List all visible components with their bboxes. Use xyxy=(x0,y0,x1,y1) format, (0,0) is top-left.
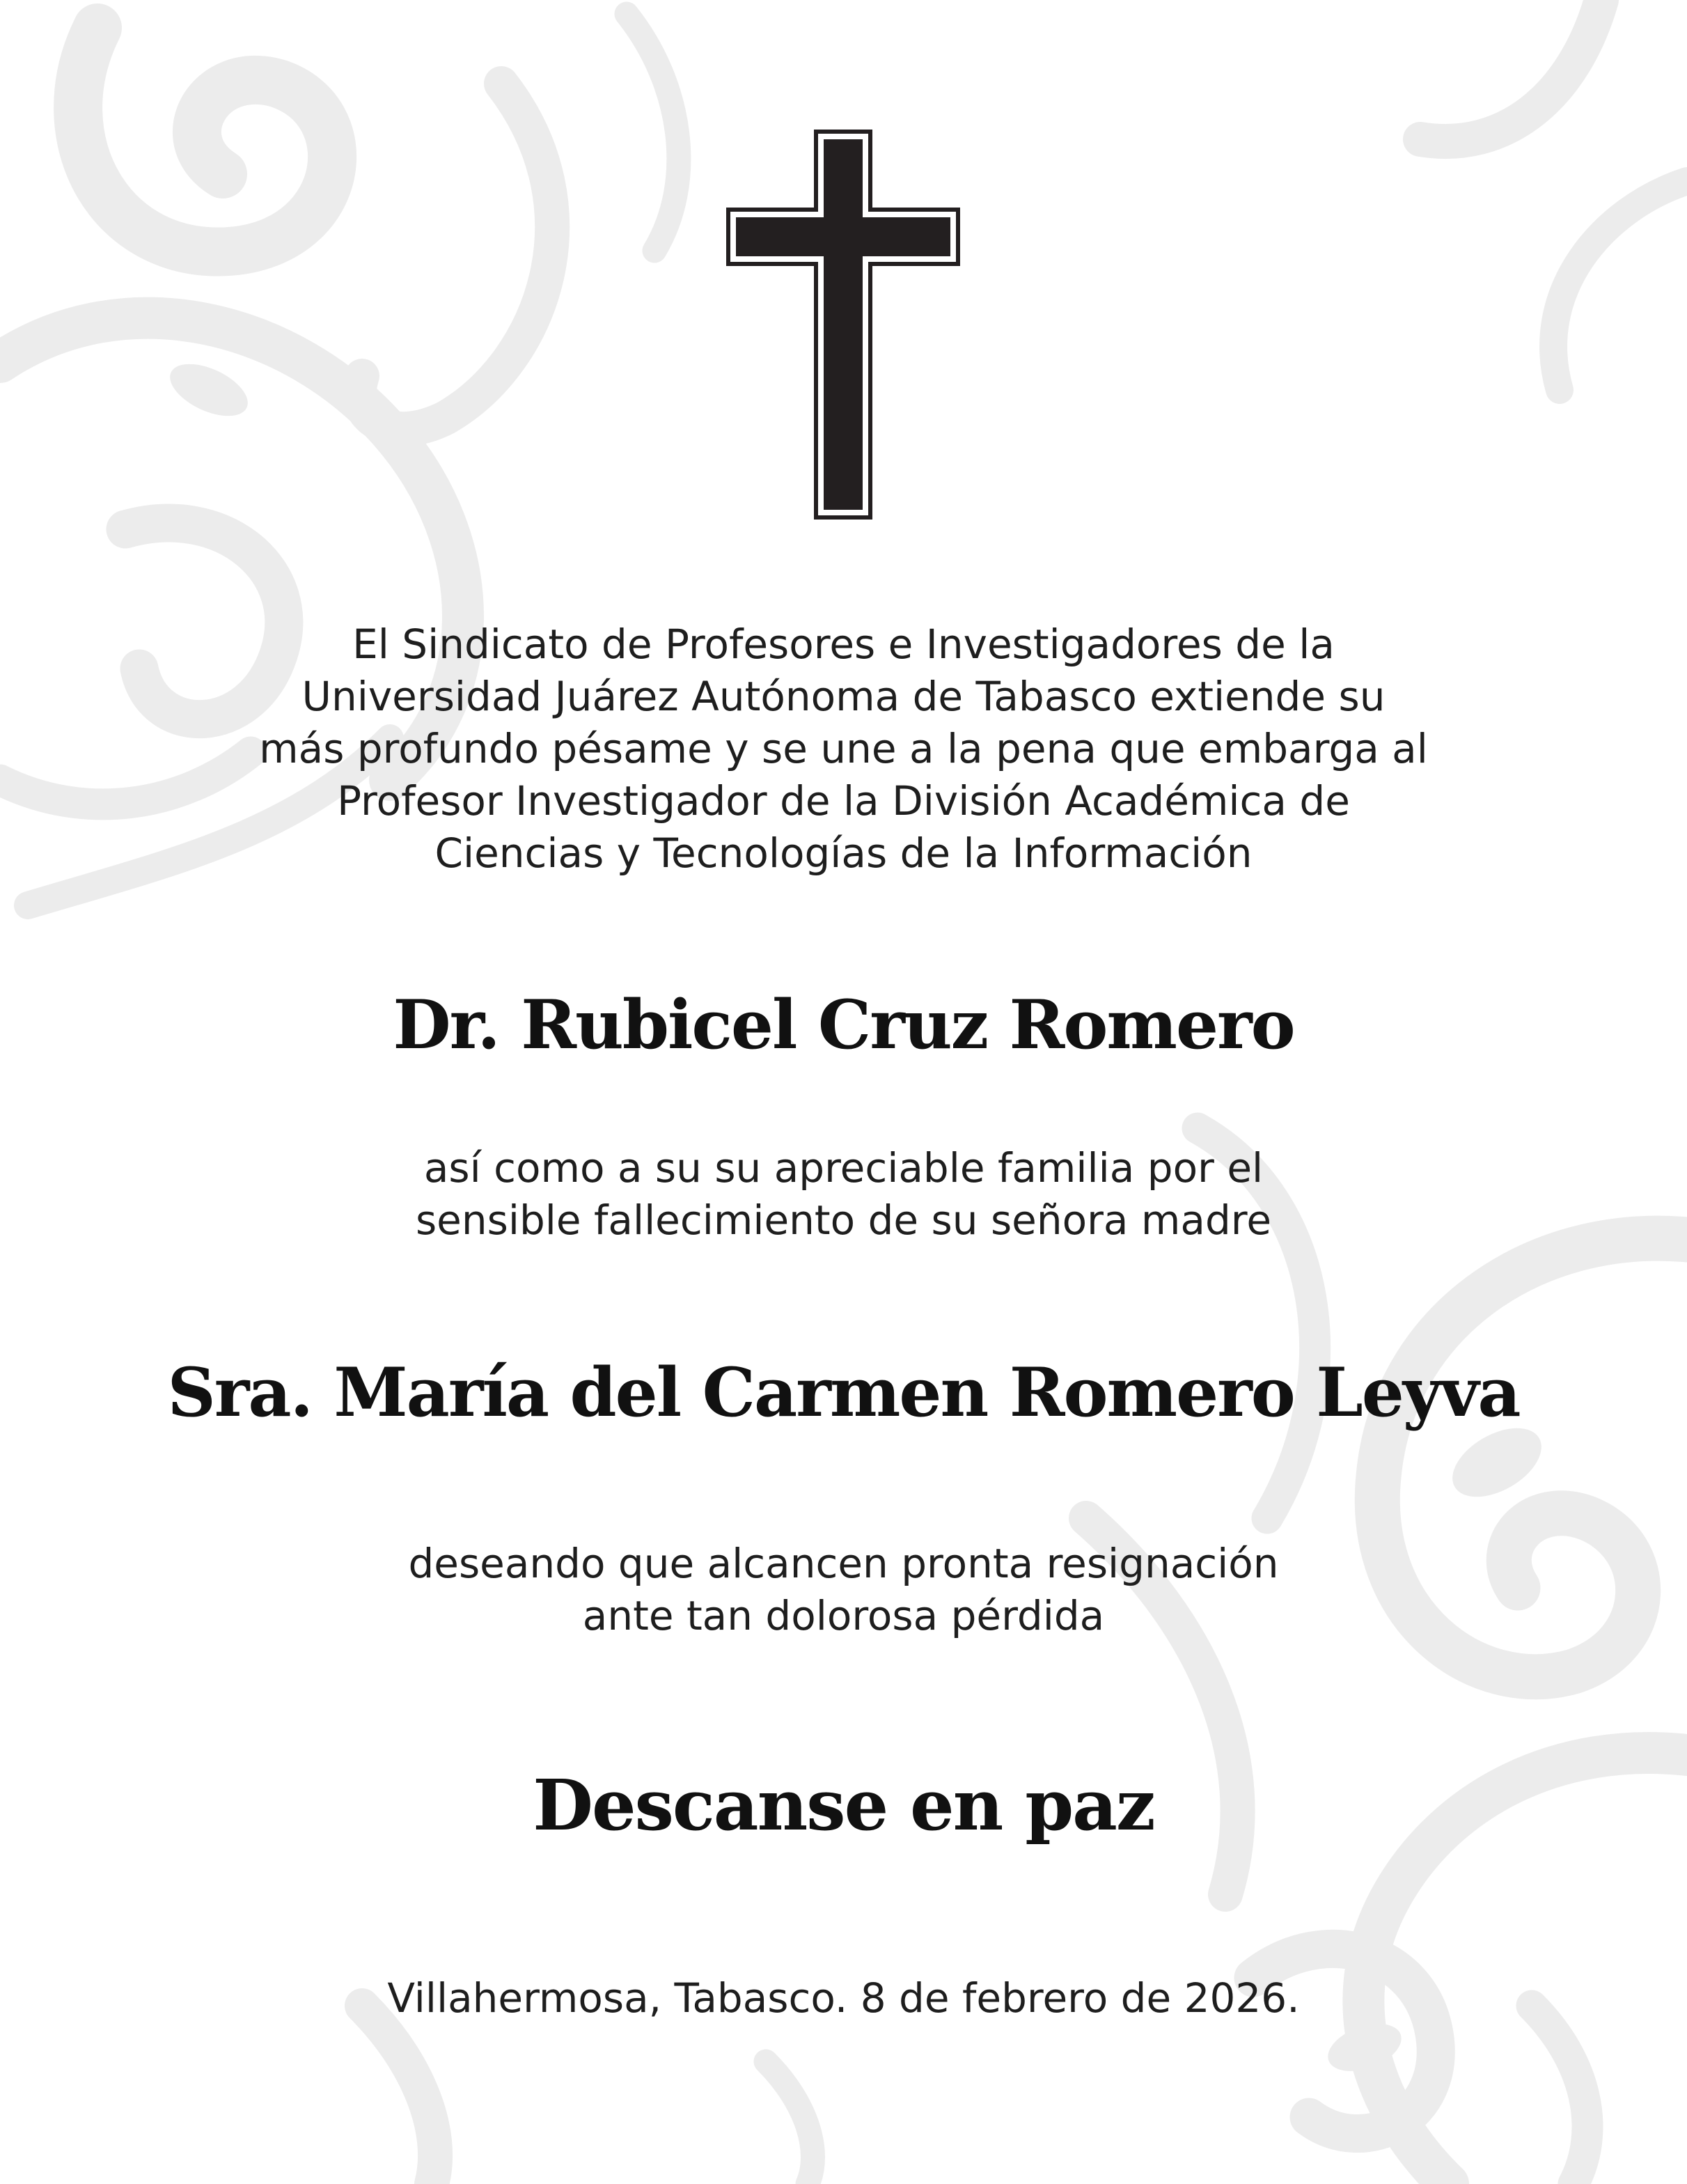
wish-line: deseando que alcancen pronta resignación xyxy=(408,1540,1279,1587)
middle-paragraph xyxy=(0,1142,1687,1247)
intro-line: Universidad Juárez Autónoma de Tabasco extiende su xyxy=(301,673,1386,720)
intro-line: más profundo pésame y se une a la pena que embarga al xyxy=(259,725,1428,772)
place-and-date: Villahermosa, Tabasco. 8 de febrero de 2026. xyxy=(387,1974,1300,2022)
deceased-name: Sra. María del Carmen Romero Leyva xyxy=(167,1353,1520,1432)
wish-line: ante tan dolorosa pérdida xyxy=(582,1592,1105,1639)
middle-line: sensible fallecimiento de su señora madre xyxy=(415,1196,1272,1244)
intro-line: El Sindicato de Profesores e Investigadores de la xyxy=(352,621,1335,668)
intro-paragraph xyxy=(0,618,1687,880)
middle-line: así como a su su apreciable familia por el xyxy=(423,1144,1264,1192)
latin-cross-icon xyxy=(726,130,960,520)
honoree-name: Dr. Rubicel Cruz Romero xyxy=(393,985,1294,1064)
intro-line: Ciencias y Tecnologías de la Información xyxy=(434,829,1253,877)
intro-line: Profesor Investigador de la División Académica de xyxy=(337,777,1350,825)
closing-phrase: Descanse en paz xyxy=(533,1764,1154,1846)
wish-paragraph xyxy=(0,1538,1687,1642)
